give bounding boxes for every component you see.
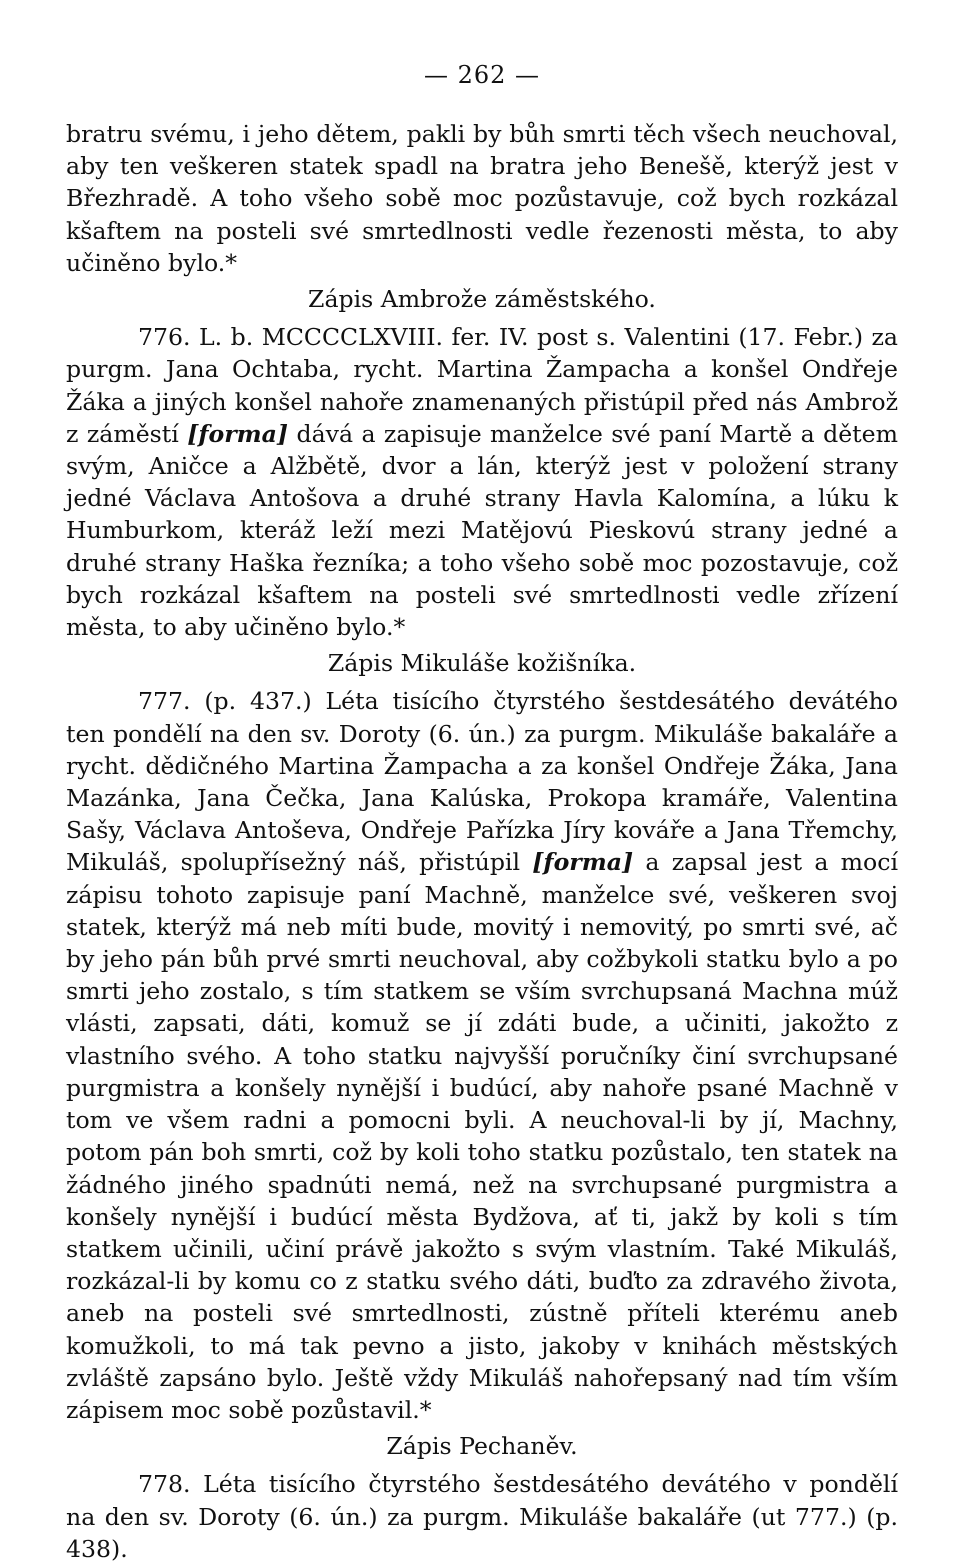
entry-776	[66, 283, 898, 643]
forma-mark: [forma]	[187, 419, 289, 448]
entry-text-part: a zapsal jest a mocí zápisu tohoto zapisuje paní Machně, manželce své, veškeren svoj statek, kterýž má neb míti bude, movitý i nemovitý, po smrti své, ač by jeho pán bůh prvé smrti neuchoval, aby cožbykoli statku bylo a po smrti jeho zostalo, s tím statkem se vším svrchupsaná Machna múž vlásti, zapsati, dáti, komuž se jí zdáti bude, a učiniti, jakožto z vlastního svého. A toho statku najvyšší poručníky činí svrchupsané purgmistra a konšely nynější i budúcí, aby nahoře psané Machně v tom ve všem radni a pomocni byli. A neuchoval-li by jí, Machny, potom pán boh smrti, což by koli toho statku pozůstalo, ten statek na žádného jiného spadnúti nemá, než na svrchupsané purgmistra a konšely nynější i budúcí města Bydžova, ať ti, jakž by koli s tím statkem učinili, učiní právě jakožto s svým vlastním. Také Mikuláš, rozkázal-li by komu co z statku svého dáti, buďto za zdravého života, aneb na posteli své smrtedlnosti, zústně příteli kterému aneb komužkoli, to má tak pevno a jisto, jakoby v knihách městských zvláště zapsáno bylo. Ještě vždy Mikuláš nahořepsaný nad tím vším zápisem moc sobě pozůstavil.*	[66, 848, 898, 1424]
entry-body	[66, 1468, 898, 1565]
entry-body	[66, 685, 898, 1426]
page-number: — 262 —	[423, 61, 541, 89]
entry-body	[66, 321, 898, 643]
entry-text-part: Léta tisícího čtyrstého šestdesátého devátého v pondělí na den sv. Doroty (6. ún.) za purgm. Mikuláše bakaláře (ut 777.) (p. 438).	[66, 1470, 898, 1563]
entry-text-part: (p. 437.) Léta tisícího čtyrstého šestdesátého devátého ten pondělí na den sv. Doroty (6. ún.) za purgm. Mikuláše bakaláře a rycht. dědičného Martina Žampacha a za konšel Ondřeje Žáka, Jana Mazánka, Jana Čečka, Jana Kalúska, Prokopa kramáře, Valentina Sašy, Václava Antoševa, Ondřeje Pařízka Jíry kováře a Jana Třemchy, Mikuláš, spolupřísežný náš, přistúpil	[66, 687, 898, 877]
entry-number: 777.	[138, 687, 191, 716]
entry-number: 776.	[138, 323, 191, 352]
entry-title: Zápis Mikuláše kožišníka.	[327, 649, 637, 678]
entry-title: Zápis Ambrože záměstského.	[308, 285, 656, 314]
entry-text-part: L. b. MCCCCLXVIII. fer. IV. post s. Valentini (17. Febr.) za purgm. Jana Ochtaba, rycht. Martina Žampacha a konšel Ondřeje Žáka a jiných konšel nahoře znamenaných přistúpil před nás Ambrož z záměstí	[66, 323, 898, 448]
forma-mark: [forma]	[532, 848, 634, 877]
entry-778	[66, 1430, 898, 1565]
entry-title: Zápis Pechaněv.	[386, 1432, 578, 1461]
entry-777	[66, 647, 898, 1426]
opening-paragraph: bratru svému, i jeho dětem, pakli by bůh smrti těch všech neuchoval, aby ten veškeren statek spadl na bratra jeho Benešě, kterýž jest v Březhradě. A toho všeho sobě moc pozůstavuje, což bych rozkázal kšaftem na posteli své smrtedlnosti vedle řezenosti města, to aby učiněno bylo.*	[66, 120, 898, 277]
entry-number: 778.	[138, 1470, 191, 1499]
entry-text-part: dává a zapisuje manželce své paní Martě a dětem svým, Aničce a Alžbětě, dvor a lán, kterýž jest v položení strany jedné Václava Antošova a druhé strany Havla Kalomína, a lúku k Humburkom, kteráž leží mezi Matějovú Pieskovú strany jedné a druhé strany Haška řezníka; a toho všeho sobě moc pozostavuje, což bych rozkázal kšaftem na posteli své smrtedlnosti vedle zřízení města, to aby učiněno bylo.*	[66, 419, 898, 642]
document-page	[66, 56, 898, 1565]
